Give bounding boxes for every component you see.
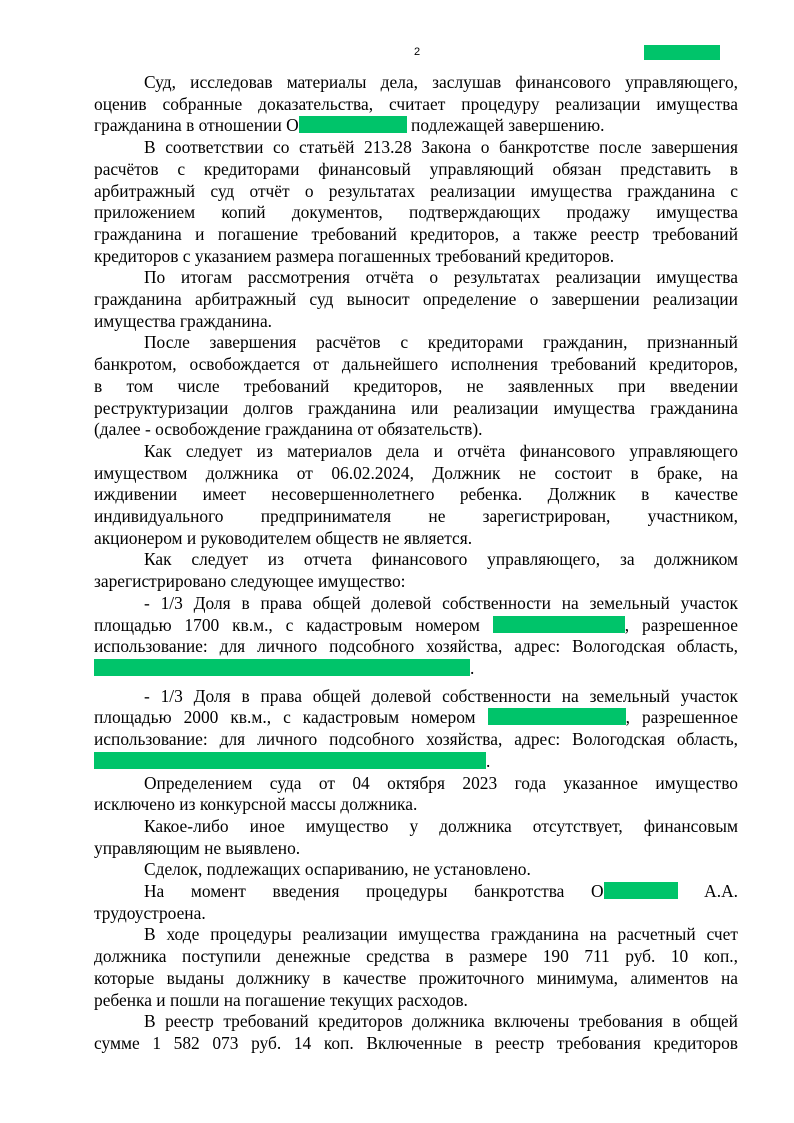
text-fragment: площадью 2000 кв.м., с кадастровым номером	[94, 707, 476, 728]
text-line: арбитражный суд отчёт о результатах реализации имущества гражданина с	[94, 180, 738, 201]
text-line: В реестр требований кредиторов должника включены требования в общей	[144, 1011, 738, 1032]
text-line: трудоустроена.	[94, 902, 206, 923]
text-line: исключено из конкурсной массы должника.	[94, 794, 418, 815]
text-line: кредиторов с указанием размера погашенных требований кредиторов.	[94, 245, 615, 266]
text-fragment: На момент введения процедуры банкротства О	[144, 881, 604, 902]
text-line: После завершения расчётов с кредиторами гражданин, признанный	[144, 332, 738, 353]
paragraph-3	[94, 267, 738, 332]
text-line: гражданина арбитражный суд выносит определение о завершении реализации	[94, 289, 738, 310]
redaction-name	[299, 116, 407, 133]
redaction-address	[94, 752, 486, 769]
text-line: управляющим не выявлено.	[94, 837, 301, 858]
text-line: в том числе требований кредиторов, не заявленных при введении	[94, 375, 738, 396]
text-line: зарегистрировано следующее имущество:	[94, 571, 406, 592]
page-number: 2	[413, 46, 421, 58]
text-line: должника поступили денежные средства в размере 190 711 руб. 10 коп.,	[94, 946, 738, 967]
text-fragment: А.А.	[704, 881, 738, 902]
text-line: использование: для личного подсобного хозяйства, адрес: Вологодская область,	[94, 729, 738, 750]
text-line	[94, 115, 738, 137]
paragraph-10	[94, 816, 738, 859]
text-line: По итогам рассмотрения отчёта о результатах реализации имущества	[144, 267, 738, 288]
text-line: имущества гражданина.	[94, 310, 273, 331]
header-redaction	[644, 45, 720, 60]
text-line: реструктуризации долгов гражданина или реализации имущества гражданина	[94, 397, 738, 418]
text-line: Сделок, подлежащих оспариванию, не установлено.	[144, 859, 531, 880]
text-line	[94, 751, 738, 773]
text-fragment: .	[486, 750, 491, 771]
paragraph-1	[94, 72, 738, 137]
paragraph-11	[94, 859, 738, 881]
paragraph-6	[94, 549, 738, 592]
document-body	[94, 72, 738, 1055]
property-item-2	[94, 686, 738, 773]
paragraph-2	[94, 137, 738, 267]
text-line	[94, 615, 738, 637]
text-line: В ходе процедуры реализации имущества гражданина на расчетный счет	[144, 924, 738, 945]
text-fragment: , разрешенное	[625, 707, 738, 728]
text-line: - 1/3 Доля в права общей долевой собственности на земельный участок	[144, 685, 738, 706]
text-line: Суд, исследовав материалы дела, заслушав финансового управляющего,	[144, 72, 738, 92]
text-fragment: гражданина в отношении О	[94, 115, 299, 136]
paragraph-12	[94, 881, 738, 924]
text-line: - 1/3 Доля в права общей долевой собственности на земельный участок	[144, 592, 738, 613]
text-line	[94, 881, 738, 903]
text-line: Как следует из отчета финансового управляющего, за должником	[144, 549, 738, 570]
redaction-surname	[604, 882, 678, 899]
text-line: индивидуального предпринимателя не зарегистрирован, участником,	[94, 506, 738, 527]
text-line: ребенка и пошли на погашение текущих расходов.	[94, 989, 468, 1010]
text-fragment: подлежащей завершению.	[406, 115, 605, 136]
paragraph-4	[94, 332, 738, 441]
text-line: сумме 1 582 073 руб. 14 коп. Включенные в реестр требования кредиторов	[94, 1032, 738, 1053]
text-line: (далее - освобождение гражданина от обязательств).	[94, 419, 483, 440]
text-line: приложением копий документов, подтверждающих продажу имущества	[94, 202, 738, 223]
property-item-1	[94, 593, 738, 680]
text-line: иждивении имеет несовершеннолетнего ребенка. Должник в качестве	[94, 484, 738, 505]
text-line: которые выданы должнику в качестве прожиточного минимума, алиментов на	[94, 967, 738, 988]
text-line	[94, 707, 738, 729]
text-line: Какое-либо иное имущество у должника отсутствует, финансовым	[144, 815, 738, 836]
redaction-cadastral-number	[493, 616, 625, 633]
redaction-address	[94, 659, 470, 676]
text-line: Как следует из материалов дела и отчёта финансового управляющего	[144, 440, 738, 461]
text-line: имуществом должника от 06.02.2024, Должник не состоит в браке, на	[94, 462, 738, 483]
paragraph-13	[94, 924, 738, 1011]
text-line: гражданина и погашение требований кредиторов, а также реестр требований	[94, 223, 738, 244]
text-line: акционером и руководителем обществ не является.	[94, 527, 473, 548]
text-fragment: площадью 1700 кв.м., с кадастровым номером	[94, 614, 480, 635]
text-fragment: .	[470, 657, 475, 678]
text-line	[94, 658, 738, 680]
text-line: использование: для личного подсобного хозяйства, адрес: Вологодская область,	[94, 636, 738, 657]
text-fragment: , разрешенное	[624, 614, 738, 635]
text-line: В соответствии со статьёй 213.28 Закона о банкротстве после завершения	[144, 137, 738, 158]
redaction-cadastral-number	[488, 708, 626, 725]
text-line: оценив собранные доказательства, считает процедуру реализации имущества	[94, 93, 738, 114]
paragraph-14	[94, 1011, 738, 1054]
paragraph-9	[94, 773, 738, 816]
text-line: расчётов с кредиторами финансовый управляющий обязан представить в	[94, 158, 738, 179]
text-line: Определением суда от 04 октября 2023 года указанное имущество	[144, 772, 738, 793]
paragraph-5	[94, 441, 738, 550]
text-line: банкротом, освобождается от дальнейшего исполнения требований кредиторов,	[94, 354, 738, 375]
